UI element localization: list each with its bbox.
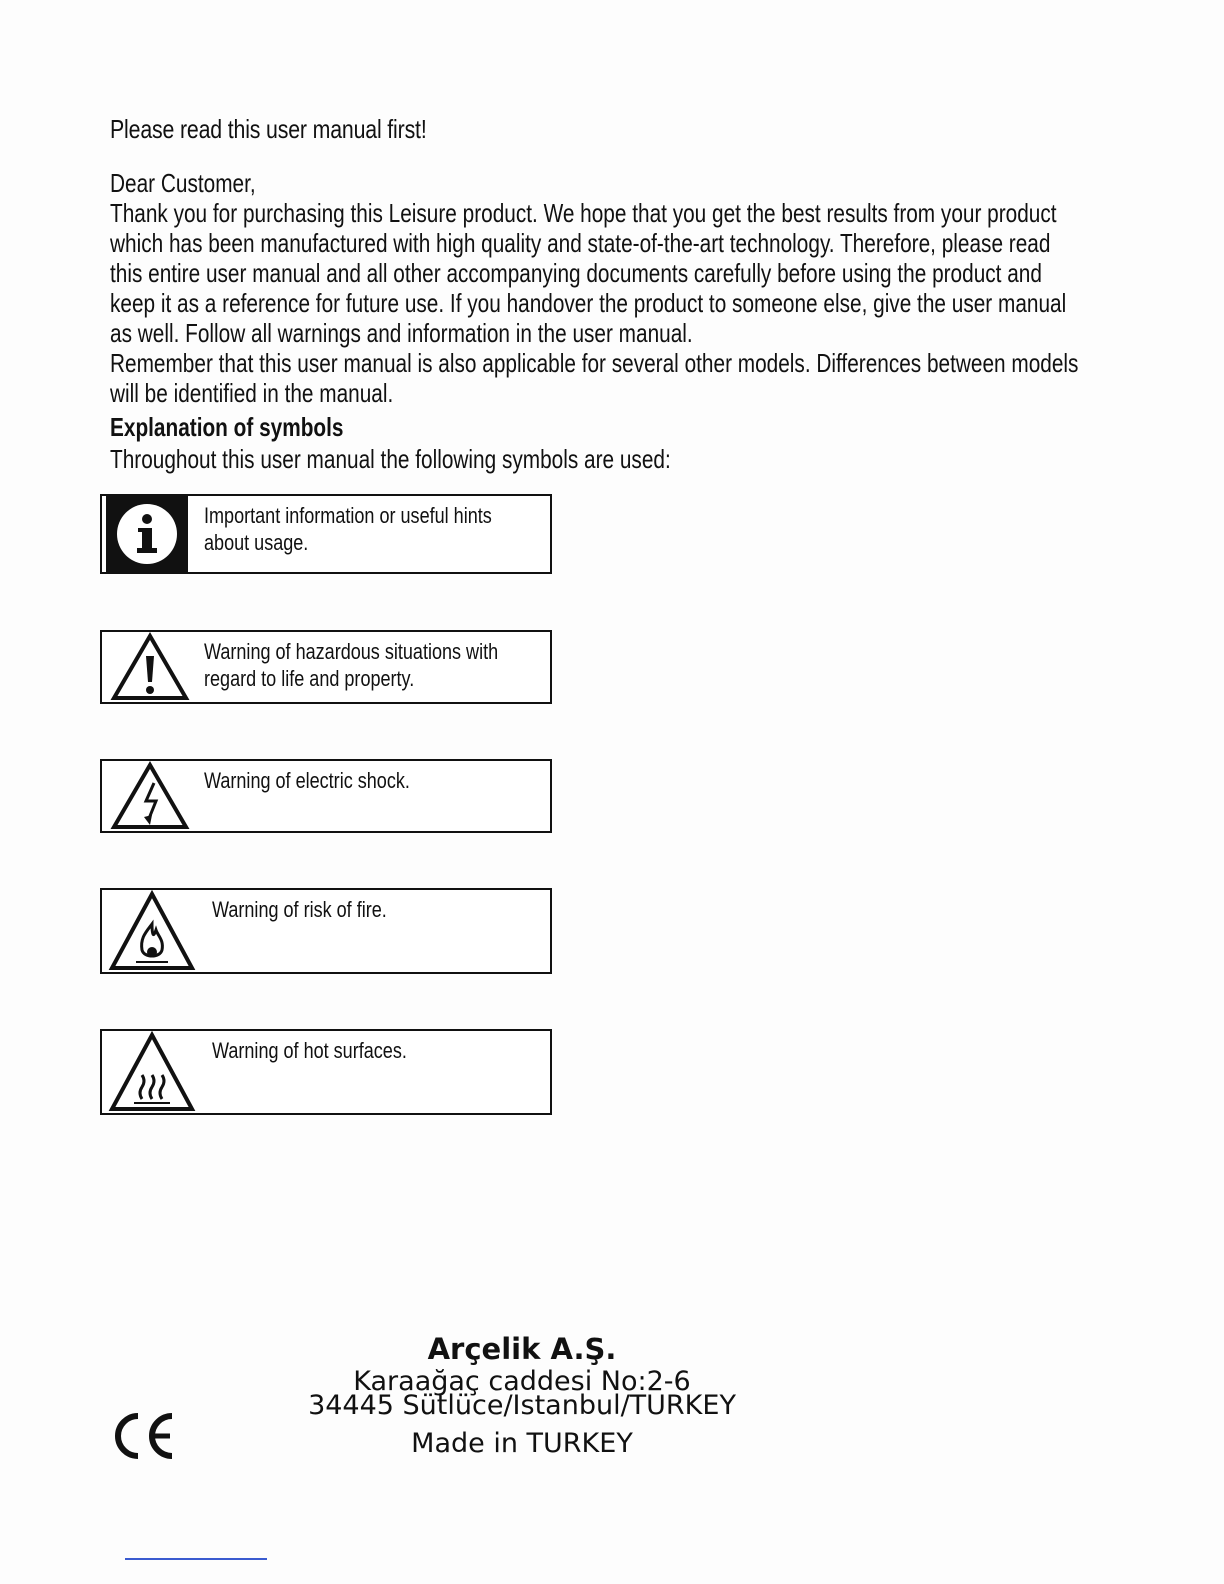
greeting: Dear Customer, <box>110 168 256 198</box>
manufacturer-company: Arçelik A.Ş. <box>427 1332 617 1366</box>
electric-shock-icon <box>106 761 190 836</box>
manufacturer-city: 34445 Sütlüce/Istanbul/TURKEY <box>308 1390 736 1421</box>
symbol-fire-text: Warning of risk of fire. <box>212 897 387 922</box>
intro-line: as well. Follow all warnings and information in the user manual. <box>110 318 693 348</box>
hot-surface-icon <box>106 1031 196 1118</box>
manufacturer-street: Karaağaç caddesi No:2-6 <box>353 1366 691 1397</box>
hazard-warning-icon <box>106 632 190 707</box>
symbol-info-box <box>100 494 552 574</box>
symbol-hazard-box <box>100 630 552 704</box>
symbols-intro: Throughout this user manual the following symbols are used: <box>110 444 671 474</box>
symbol-electric-text: Warning of electric shock. <box>204 768 410 793</box>
intro-line: keep it as a reference for future use. If you handover the product to someone else, give the user manual <box>110 288 1067 318</box>
intro-line: this entire user manual and all other accompanying documents carefully before using the product and <box>110 258 1042 288</box>
made-in-label: Made in TURKEY <box>411 1428 633 1459</box>
ce-mark-icon <box>108 1410 178 1467</box>
symbol-hot-text: Warning of hot surfaces. <box>212 1038 407 1063</box>
info-icon <box>106 496 188 577</box>
intro-line: Remember that this user manual is also applicable for several other models. Differences between models <box>110 348 1079 378</box>
symbol-hot-box <box>100 1029 552 1115</box>
intro-line: Thank you for purchasing this Leisure product. We hope that you get the best results from your product <box>110 198 1057 228</box>
page-title: Please read this user manual first! <box>110 114 427 144</box>
intro-line: will be identified in the manual. <box>110 378 394 408</box>
symbol-electric-box <box>100 759 552 833</box>
symbol-fire-box <box>100 888 552 974</box>
intro-line: which has been manufactured with high quality and state-of-the-art technology. Therefore, please read <box>110 228 1051 258</box>
symbols-heading: Explanation of symbols <box>110 412 344 442</box>
footer-divider <box>125 1558 267 1560</box>
symbol-info-text: Important information or useful hints about usage. <box>204 503 492 555</box>
symbol-hazard-text: Warning of hazardous situations with regard to life and property. <box>204 639 499 691</box>
fire-risk-icon <box>106 890 196 977</box>
